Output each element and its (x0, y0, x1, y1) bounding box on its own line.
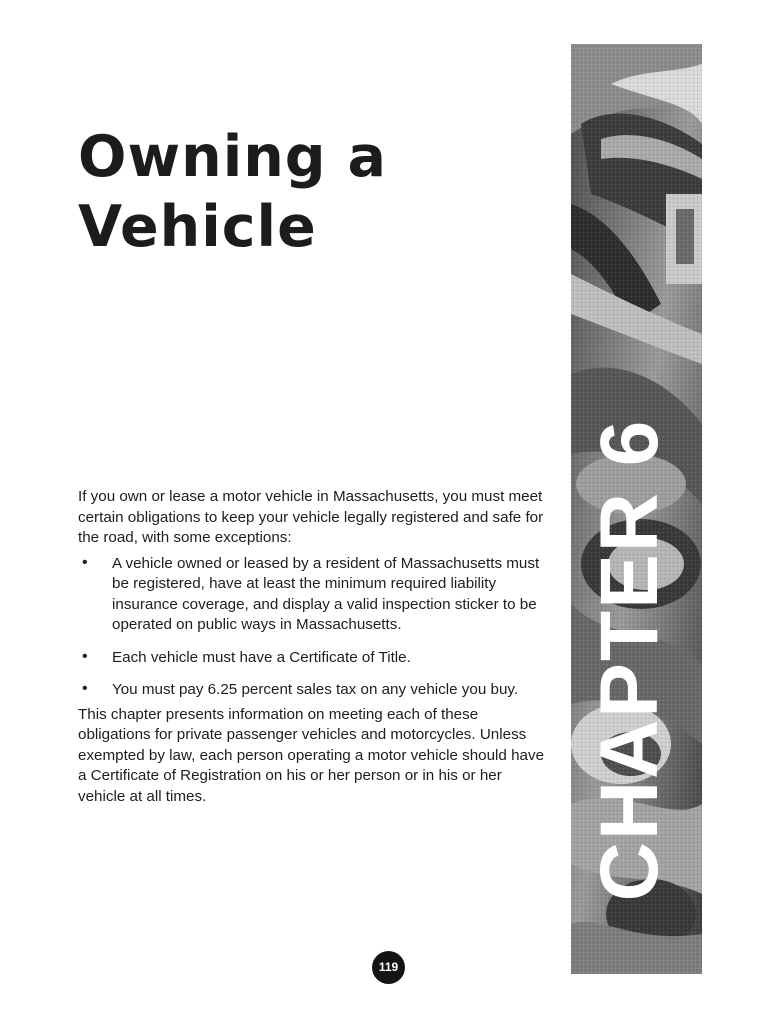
obligations-list (78, 554, 548, 701)
chapter-title (78, 122, 387, 262)
list-item-text: You must pay 6.25 percent sales tax on any vehicle you buy. (112, 681, 519, 698)
list-item-text: Each vehicle must have a Certificate of Title. (112, 648, 411, 666)
chapter-number-label: CHAPTER 6 (584, 418, 675, 902)
list-item (78, 680, 548, 701)
intro-paragraph: If you own or lease a motor vehicle in Massachusetts, you must meet certain obligations to keep your vehicle legally registered and safe for the road, with some exceptions: (78, 488, 544, 546)
chapter-title-line-2: Vehicle (78, 194, 317, 260)
list-item (78, 554, 548, 636)
page-number-badge: 119 (372, 951, 405, 984)
bullet-icon: • (82, 647, 88, 665)
list-item-text: A vehicle owned or leased by a resident of Massachusetts must be registered, have at least the minimum required liability insurance coverage, and display a valid inspection sticker to be operated on public ways in Massachusetts. (112, 554, 540, 633)
chapter-intro-section (78, 487, 548, 807)
list-item (78, 648, 548, 669)
bullet-icon: • (82, 680, 88, 697)
chapter-title-line-1: Owning a (78, 124, 387, 190)
bullet-icon: • (82, 553, 88, 571)
closing-paragraph: This chapter presents information on meeting each of these obligations for private passenger vehicles and motorcycles. Unless exempted by law, each person operating a motor vehicle should have a Certificate of Registration on his or her person or in his or her vehicle at all times. (78, 705, 545, 805)
